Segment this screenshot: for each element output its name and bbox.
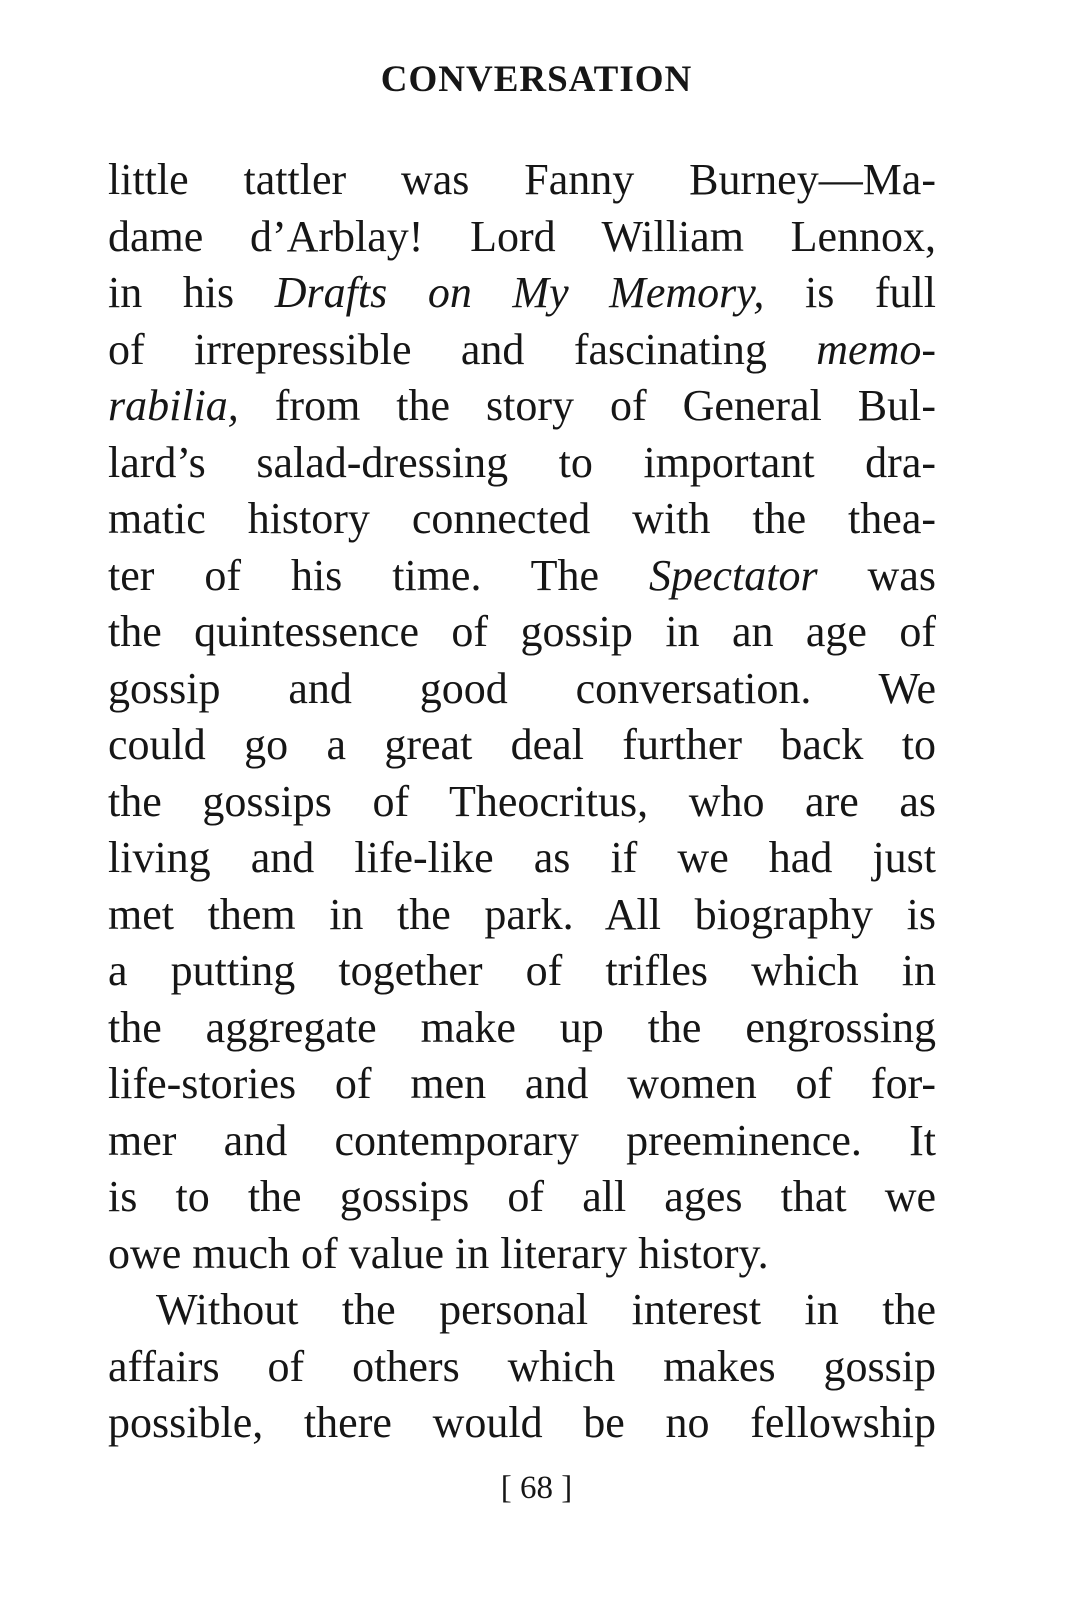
text-run: ter of his time. The [108, 550, 649, 600]
text-run: the quintessence of gossip in an age of [108, 607, 936, 656]
text-line [108, 717, 936, 774]
text-run: was [817, 550, 936, 600]
text-line [108, 1339, 936, 1396]
text-line [108, 1282, 936, 1339]
italic-text: Spectator [648, 550, 818, 600]
text-run: affairs of others which makes gossip [108, 1341, 936, 1391]
text-run: the aggregate make up the engrossing [108, 1002, 936, 1052]
text-run: met them in the park. All biography is [108, 889, 936, 939]
italic-text: rabilia, [108, 381, 239, 430]
text-line [108, 604, 936, 661]
text-line [108, 830, 936, 887]
text-line [108, 1169, 936, 1226]
text-line [108, 265, 936, 322]
running-head: CONVERSATION [380, 59, 693, 100]
text-run: gossip and good conversation. We [108, 663, 936, 713]
text-run: the gossips of Theocritus, who are as [108, 776, 936, 826]
italic-text: memo- [816, 324, 936, 374]
text-run: from the story of General Bul- [238, 381, 936, 430]
text-line [108, 1000, 936, 1057]
text-line [108, 548, 936, 605]
text-run: little tattler was Fanny Burney—Ma- [108, 155, 936, 204]
italic-text: Drafts on My Memory, [274, 268, 765, 317]
text-run: is full [764, 268, 936, 317]
text-run: living and life-like as if we had just [108, 833, 936, 882]
text-run: Without the personal interest in the [156, 1285, 936, 1334]
text-line [108, 943, 936, 1000]
text-run: owe much of value in literary history. [108, 1228, 769, 1278]
body-text [108, 152, 936, 1452]
text-run: dame d’Arblay! Lord William Lennox, [108, 211, 936, 261]
text-run: could go a great deal further back to [108, 720, 936, 769]
text-line [108, 887, 936, 944]
text-line [108, 435, 936, 492]
text-line [108, 774, 936, 831]
text-line [108, 1113, 936, 1170]
text-run: lard’s salad-dressing to important dra- [108, 437, 936, 487]
text-line [108, 152, 936, 209]
text-run: matic history connected with the thea- [108, 494, 936, 543]
text-run: of irrepressible and fascinating [108, 324, 817, 374]
text-run: in his [108, 268, 275, 317]
text-line [108, 1226, 936, 1283]
text-run: is to the gossips of all ages that we [108, 1172, 936, 1221]
text-line [108, 1395, 936, 1452]
text-line [108, 661, 936, 718]
text-line [108, 491, 936, 548]
text-line [108, 1056, 936, 1113]
text-run: life-stories of men and women of for- [108, 1059, 936, 1108]
text-line [108, 378, 936, 435]
page-number: [ 68 ] [500, 1470, 573, 1506]
text-run: mer and contemporary preeminence. It [108, 1115, 936, 1165]
text-line [108, 322, 936, 379]
text-run: possible, there would be no fellowship [108, 1398, 936, 1447]
text-run: a putting together of trifles which in [108, 946, 936, 995]
text-line [108, 209, 936, 266]
